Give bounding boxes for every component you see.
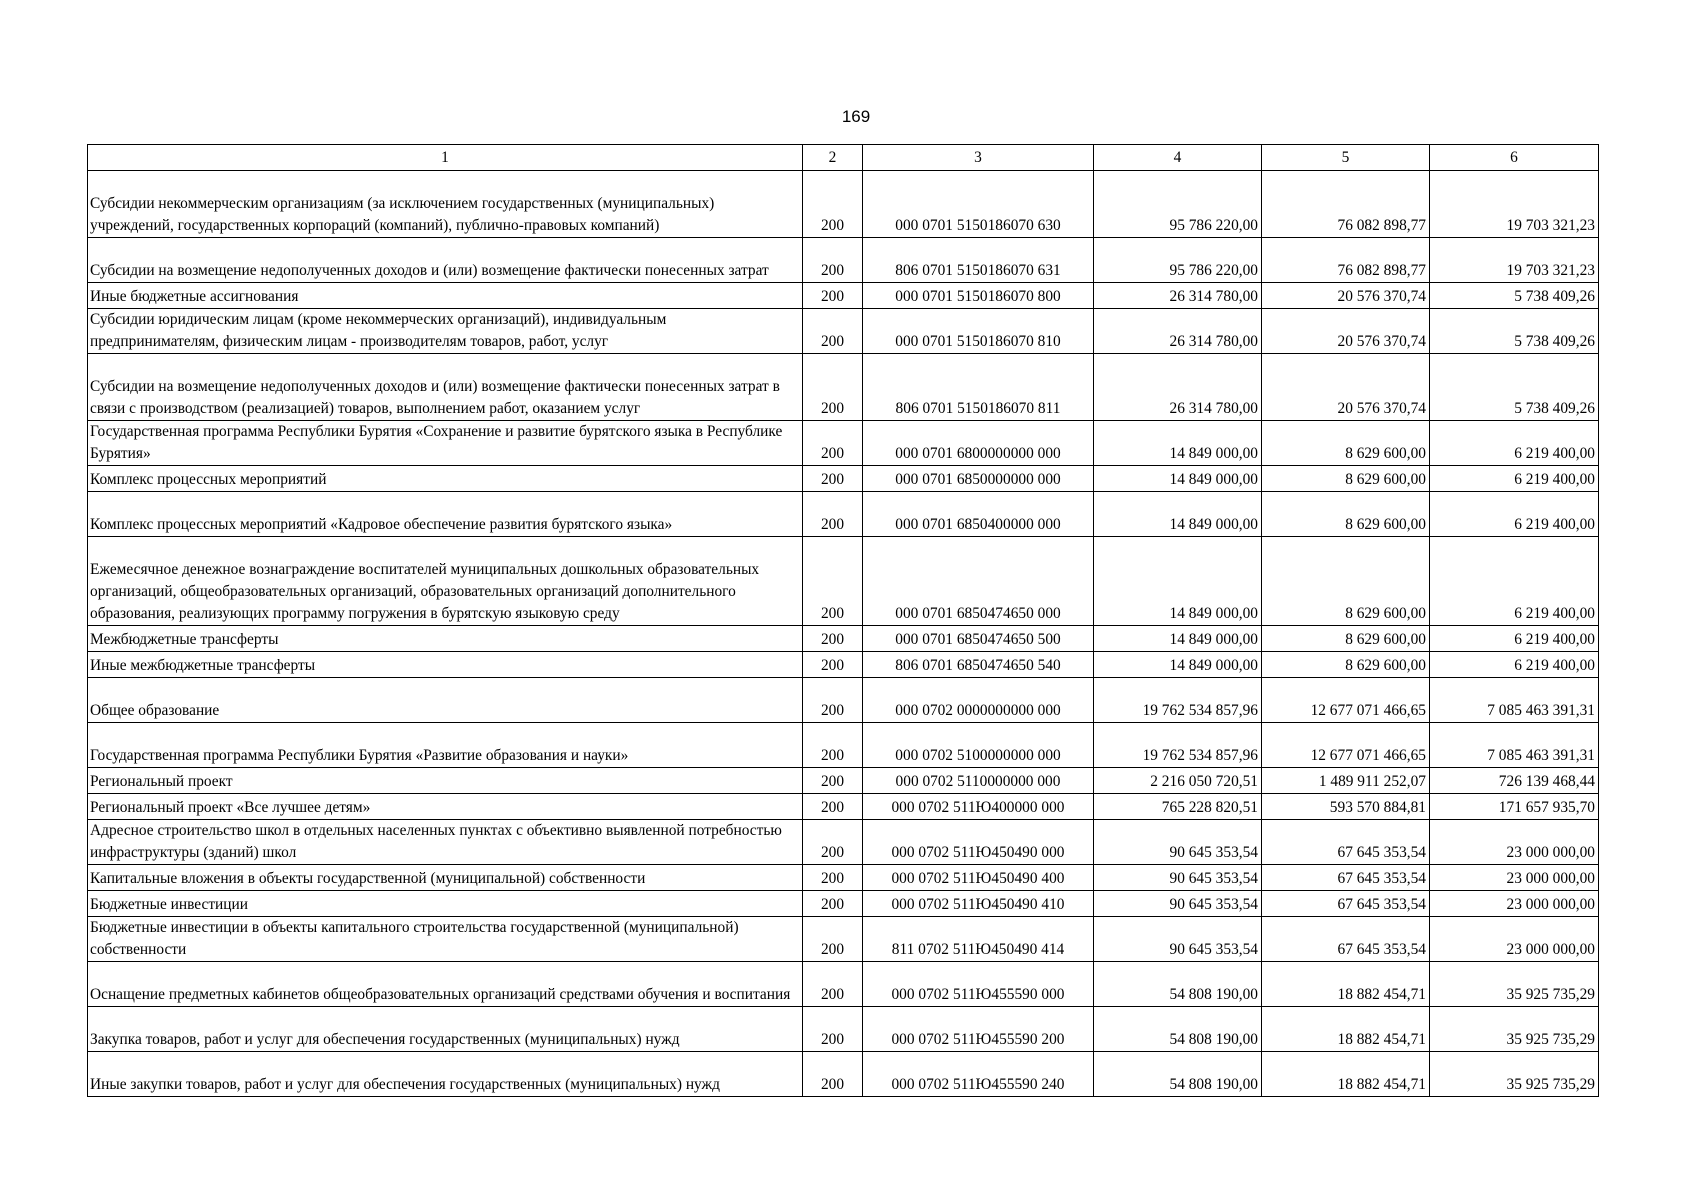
cell-budget-code: 000 0702 5110000000 000 bbox=[863, 768, 1094, 794]
cell-executed: 67 645 353,54 bbox=[1262, 891, 1430, 917]
cell-line-code: 200 bbox=[803, 283, 863, 309]
cell-line-code: 200 bbox=[803, 962, 863, 1007]
cell-executed: 18 882 454,71 bbox=[1262, 1052, 1430, 1097]
cell-unexecuted: 5 738 409,26 bbox=[1430, 283, 1599, 309]
cell-name: Межбюджетные трансферты bbox=[88, 626, 803, 652]
cell-name: Региональный проект «Все лучшее детям» bbox=[88, 794, 803, 820]
cell-unexecuted: 23 000 000,00 bbox=[1430, 917, 1599, 962]
cell-approved: 95 786 220,00 bbox=[1094, 238, 1262, 283]
cell-name: Бюджетные инвестиции в объекты капитального строительства государственной (муниципальной) собственности bbox=[88, 917, 803, 962]
cell-budget-code: 000 0702 511Ю450490 000 bbox=[863, 820, 1094, 865]
table-row bbox=[88, 537, 1599, 626]
cell-approved: 95 786 220,00 bbox=[1094, 171, 1262, 238]
cell-unexecuted: 23 000 000,00 bbox=[1430, 891, 1599, 917]
table-row bbox=[88, 917, 1599, 962]
cell-line-code: 200 bbox=[803, 421, 863, 466]
cell-budget-code: 806 0701 6850474650 540 bbox=[863, 652, 1094, 678]
cell-name: Государственная программа Республики Бурятия «Сохранение и развитие бурятского языка в Республике Бурятия» bbox=[88, 421, 803, 466]
table-row bbox=[88, 283, 1599, 309]
cell-line-code: 200 bbox=[803, 917, 863, 962]
cell-approved: 26 314 780,00 bbox=[1094, 309, 1262, 354]
cell-executed: 593 570 884,81 bbox=[1262, 794, 1430, 820]
cell-approved: 14 849 000,00 bbox=[1094, 492, 1262, 537]
cell-executed: 20 576 370,74 bbox=[1262, 354, 1430, 421]
cell-unexecuted: 726 139 468,44 bbox=[1430, 768, 1599, 794]
cell-name: Общее образование bbox=[88, 678, 803, 723]
cell-budget-code: 000 0702 511Ю455590 000 bbox=[863, 962, 1094, 1007]
cell-budget-code: 000 0702 511Ю450490 400 bbox=[863, 865, 1094, 891]
cell-approved: 2 216 050 720,51 bbox=[1094, 768, 1262, 794]
cell-executed: 20 576 370,74 bbox=[1262, 283, 1430, 309]
cell-executed: 8 629 600,00 bbox=[1262, 652, 1430, 678]
cell-line-code: 200 bbox=[803, 1052, 863, 1097]
cell-approved: 90 645 353,54 bbox=[1094, 820, 1262, 865]
cell-line-code: 200 bbox=[803, 678, 863, 723]
cell-executed: 67 645 353,54 bbox=[1262, 865, 1430, 891]
header-col-4: 4 bbox=[1094, 145, 1262, 171]
cell-name: Адресное строительство школ в отдельных населенных пунктах с объективно выявленной потребностью инфраструктуры (зданий) школ bbox=[88, 820, 803, 865]
cell-approved: 26 314 780,00 bbox=[1094, 354, 1262, 421]
cell-executed: 76 082 898,77 bbox=[1262, 238, 1430, 283]
cell-unexecuted: 6 219 400,00 bbox=[1430, 537, 1599, 626]
cell-line-code: 200 bbox=[803, 309, 863, 354]
cell-budget-code: 806 0701 5150186070 631 bbox=[863, 238, 1094, 283]
cell-name: Региональный проект bbox=[88, 768, 803, 794]
header-col-5: 5 bbox=[1262, 145, 1430, 171]
cell-unexecuted: 5 738 409,26 bbox=[1430, 354, 1599, 421]
cell-budget-code: 000 0702 511Ю400000 000 bbox=[863, 794, 1094, 820]
cell-approved: 54 808 190,00 bbox=[1094, 1052, 1262, 1097]
cell-unexecuted: 171 657 935,70 bbox=[1430, 794, 1599, 820]
cell-line-code: 200 bbox=[803, 626, 863, 652]
cell-budget-code: 000 0701 6850474650 500 bbox=[863, 626, 1094, 652]
cell-budget-code: 000 0701 6850474650 000 bbox=[863, 537, 1094, 626]
header-col-2: 2 bbox=[803, 145, 863, 171]
cell-executed: 12 677 071 466,65 bbox=[1262, 723, 1430, 768]
table-row bbox=[88, 652, 1599, 678]
budget-execution-table bbox=[87, 144, 1599, 1097]
cell-budget-code: 000 0701 6850000000 000 bbox=[863, 466, 1094, 492]
table-row bbox=[88, 1007, 1599, 1052]
cell-name: Ежемесячное денежное вознаграждение воспитателей муниципальных дошкольных образовательных организаций, общеобразовательных организаций, образовательных организаций дополнительного образования, реализующих программу погружения в бурятскую языковую среду bbox=[88, 537, 803, 626]
cell-approved: 765 228 820,51 bbox=[1094, 794, 1262, 820]
table-row bbox=[88, 962, 1599, 1007]
cell-name: Государственная программа Республики Бурятия «Развитие образования и науки» bbox=[88, 723, 803, 768]
cell-executed: 8 629 600,00 bbox=[1262, 626, 1430, 652]
cell-budget-code: 000 0701 6800000000 000 bbox=[863, 421, 1094, 466]
cell-approved: 19 762 534 857,96 bbox=[1094, 723, 1262, 768]
cell-name: Оснащение предметных кабинетов общеобразовательных организаций средствами обучения и воспитания bbox=[88, 962, 803, 1007]
table-row bbox=[88, 421, 1599, 466]
table-row bbox=[88, 466, 1599, 492]
cell-name: Субсидии некоммерческим организациям (за исключением государственных (муниципальных) учреждений, государственных корпораций (компаний), публично-правовых компаний) bbox=[88, 171, 803, 238]
cell-unexecuted: 6 219 400,00 bbox=[1430, 466, 1599, 492]
cell-line-code: 200 bbox=[803, 537, 863, 626]
cell-unexecuted: 7 085 463 391,31 bbox=[1430, 723, 1599, 768]
cell-executed: 8 629 600,00 bbox=[1262, 492, 1430, 537]
cell-line-code: 200 bbox=[803, 891, 863, 917]
cell-unexecuted: 35 925 735,29 bbox=[1430, 962, 1599, 1007]
cell-line-code: 200 bbox=[803, 794, 863, 820]
cell-budget-code: 000 0701 5150186070 810 bbox=[863, 309, 1094, 354]
table-row bbox=[88, 820, 1599, 865]
cell-approved: 14 849 000,00 bbox=[1094, 466, 1262, 492]
cell-name: Капитальные вложения в объекты государственной (муниципальной) собственности bbox=[88, 865, 803, 891]
cell-approved: 14 849 000,00 bbox=[1094, 652, 1262, 678]
header-col-1: 1 bbox=[88, 145, 803, 171]
cell-approved: 54 808 190,00 bbox=[1094, 962, 1262, 1007]
cell-executed: 8 629 600,00 bbox=[1262, 466, 1430, 492]
cell-budget-code: 000 0702 511Ю455590 200 bbox=[863, 1007, 1094, 1052]
cell-line-code: 200 bbox=[803, 466, 863, 492]
cell-line-code: 200 bbox=[803, 723, 863, 768]
table-row bbox=[88, 354, 1599, 421]
cell-unexecuted: 6 219 400,00 bbox=[1430, 652, 1599, 678]
cell-approved: 90 645 353,54 bbox=[1094, 891, 1262, 917]
cell-budget-code: 000 0701 5150186070 800 bbox=[863, 283, 1094, 309]
cell-approved: 54 808 190,00 bbox=[1094, 1007, 1262, 1052]
table-row bbox=[88, 309, 1599, 354]
cell-approved: 14 849 000,00 bbox=[1094, 421, 1262, 466]
cell-unexecuted: 5 738 409,26 bbox=[1430, 309, 1599, 354]
cell-executed: 8 629 600,00 bbox=[1262, 537, 1430, 626]
cell-name: Бюджетные инвестиции bbox=[88, 891, 803, 917]
cell-executed: 20 576 370,74 bbox=[1262, 309, 1430, 354]
cell-name: Субсидии на возмещение недополученных доходов и (или) возмещение фактически понесенных затрат в связи с производством (реализацией) товаров, выполнением работ, оказанием услуг bbox=[88, 354, 803, 421]
cell-unexecuted: 35 925 735,29 bbox=[1430, 1052, 1599, 1097]
cell-name: Комплекс процессных мероприятий «Кадровое обеспечение развития бурятского языка» bbox=[88, 492, 803, 537]
cell-name: Иные межбюджетные трансферты bbox=[88, 652, 803, 678]
cell-approved: 90 645 353,54 bbox=[1094, 917, 1262, 962]
cell-approved: 26 314 780,00 bbox=[1094, 283, 1262, 309]
cell-executed: 67 645 353,54 bbox=[1262, 917, 1430, 962]
cell-line-code: 200 bbox=[803, 171, 863, 238]
table-row bbox=[88, 891, 1599, 917]
cell-line-code: 200 bbox=[803, 652, 863, 678]
cell-executed: 1 489 911 252,07 bbox=[1262, 768, 1430, 794]
table-row bbox=[88, 238, 1599, 283]
cell-executed: 67 645 353,54 bbox=[1262, 820, 1430, 865]
cell-unexecuted: 19 703 321,23 bbox=[1430, 171, 1599, 238]
cell-budget-code: 000 0702 0000000000 000 bbox=[863, 678, 1094, 723]
table-row bbox=[88, 794, 1599, 820]
cell-name: Закупка товаров, работ и услуг для обеспечения государственных (муниципальных) нужд bbox=[88, 1007, 803, 1052]
cell-line-code: 200 bbox=[803, 768, 863, 794]
cell-name: Иные бюджетные ассигнования bbox=[88, 283, 803, 309]
cell-unexecuted: 7 085 463 391,31 bbox=[1430, 678, 1599, 723]
cell-line-code: 200 bbox=[803, 238, 863, 283]
cell-budget-code: 806 0701 5150186070 811 bbox=[863, 354, 1094, 421]
table-row bbox=[88, 626, 1599, 652]
cell-executed: 76 082 898,77 bbox=[1262, 171, 1430, 238]
cell-executed: 18 882 454,71 bbox=[1262, 962, 1430, 1007]
cell-approved: 19 762 534 857,96 bbox=[1094, 678, 1262, 723]
table-row bbox=[88, 678, 1599, 723]
cell-executed: 12 677 071 466,65 bbox=[1262, 678, 1430, 723]
cell-unexecuted: 6 219 400,00 bbox=[1430, 626, 1599, 652]
cell-unexecuted: 6 219 400,00 bbox=[1430, 492, 1599, 537]
cell-name: Субсидии на возмещение недополученных доходов и (или) возмещение фактически понесенных затрат bbox=[88, 238, 803, 283]
table-row bbox=[88, 723, 1599, 768]
cell-budget-code: 811 0702 511Ю450490 414 bbox=[863, 917, 1094, 962]
cell-budget-code: 000 0701 6850400000 000 bbox=[863, 492, 1094, 537]
cell-line-code: 200 bbox=[803, 1007, 863, 1052]
cell-line-code: 200 bbox=[803, 492, 863, 537]
header-col-6: 6 bbox=[1430, 145, 1599, 171]
cell-executed: 8 629 600,00 bbox=[1262, 421, 1430, 466]
cell-line-code: 200 bbox=[803, 354, 863, 421]
cell-unexecuted: 23 000 000,00 bbox=[1430, 820, 1599, 865]
table-row bbox=[88, 171, 1599, 238]
cell-unexecuted: 35 925 735,29 bbox=[1430, 1007, 1599, 1052]
page-number: 169 bbox=[841, 107, 871, 126]
table-row bbox=[88, 492, 1599, 537]
table-row bbox=[88, 1052, 1599, 1097]
cell-unexecuted: 6 219 400,00 bbox=[1430, 421, 1599, 466]
header-col-3: 3 bbox=[863, 145, 1094, 171]
cell-approved: 90 645 353,54 bbox=[1094, 865, 1262, 891]
cell-budget-code: 000 0702 511Ю455590 240 bbox=[863, 1052, 1094, 1097]
table-row bbox=[88, 865, 1599, 891]
cell-name: Комплекс процессных мероприятий bbox=[88, 466, 803, 492]
cell-budget-code: 000 0702 511Ю450490 410 bbox=[863, 891, 1094, 917]
table-row bbox=[88, 768, 1599, 794]
cell-line-code: 200 bbox=[803, 820, 863, 865]
cell-approved: 14 849 000,00 bbox=[1094, 537, 1262, 626]
table-header-row bbox=[88, 145, 1599, 171]
cell-approved: 14 849 000,00 bbox=[1094, 626, 1262, 652]
cell-unexecuted: 23 000 000,00 bbox=[1430, 865, 1599, 891]
cell-executed: 18 882 454,71 bbox=[1262, 1007, 1430, 1052]
cell-unexecuted: 19 703 321,23 bbox=[1430, 238, 1599, 283]
cell-name: Субсидии юридическим лицам (кроме некоммерческих организаций), индивидуальным предпринимателям, физическим лицам - производителям товаров, работ, услуг bbox=[88, 309, 803, 354]
cell-budget-code: 000 0701 5150186070 630 bbox=[863, 171, 1094, 238]
cell-line-code: 200 bbox=[803, 865, 863, 891]
cell-name: Иные закупки товаров, работ и услуг для обеспечения государственных (муниципальных) нужд bbox=[88, 1052, 803, 1097]
cell-budget-code: 000 0702 5100000000 000 bbox=[863, 723, 1094, 768]
table-body bbox=[88, 171, 1599, 1097]
